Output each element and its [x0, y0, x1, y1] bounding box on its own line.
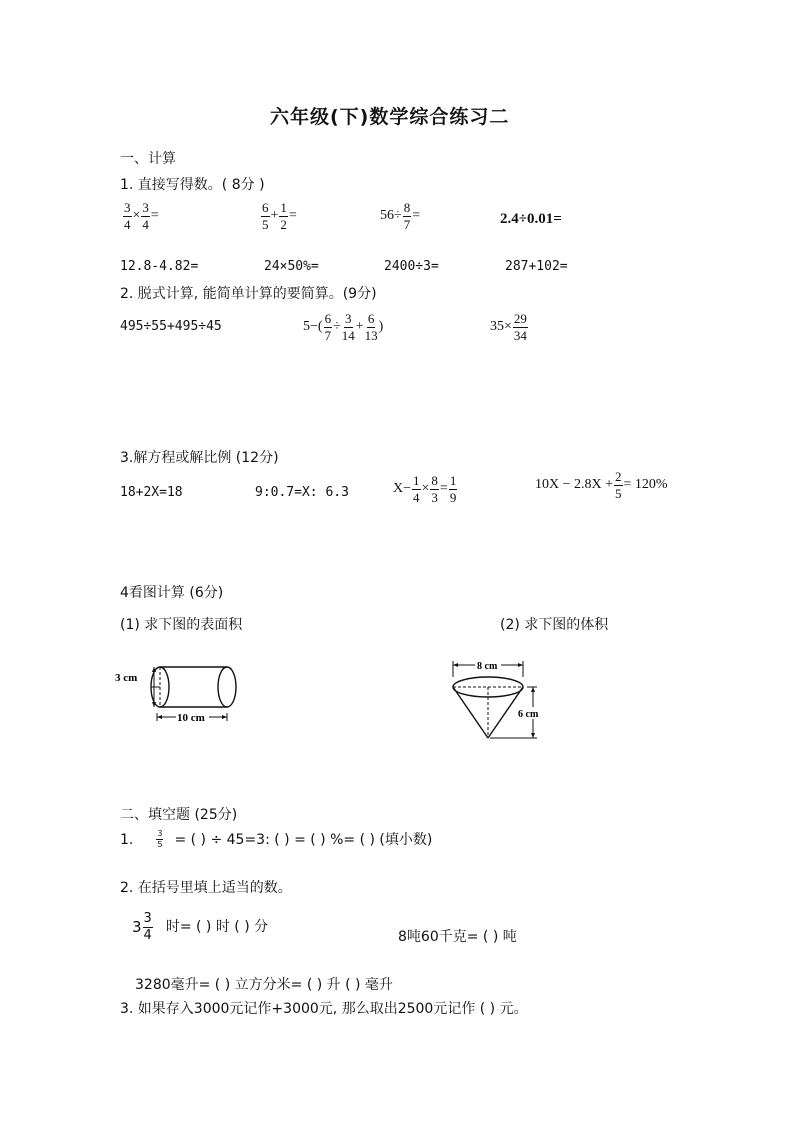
- fraction: $\frac{3}{4}$: [142, 200, 149, 232]
- fraction: $\frac{29}{34}$: [513, 311, 527, 343]
- expression-prefix: X−: [393, 481, 412, 497]
- fraction: $\frac{2}{5}$: [615, 469, 622, 501]
- q2-expression-2: [303, 312, 383, 342]
- cylinder-height-label: 3 cm: [115, 672, 138, 684]
- q4-label: 4看图计算 (6分): [120, 585, 224, 601]
- q1-item-4: 2.4÷0.01=: [500, 211, 562, 227]
- fraction: $\frac{8}{3}$: [431, 473, 438, 505]
- expression-prefix: 10X − 2.8X +: [535, 477, 614, 493]
- expression-suffix: ): [378, 319, 384, 335]
- cylinder-length-label: 10 cm: [177, 712, 205, 724]
- expression-prefix: 56÷: [380, 208, 402, 224]
- fraction: $\frac{1}{2}$: [280, 200, 287, 232]
- fill-q2-label: 2. 在括号里填上适当的数。: [120, 880, 292, 896]
- q1-row2-item-3: 2400÷3=: [384, 259, 439, 274]
- equals: =: [412, 208, 421, 224]
- fraction: $\frac{1}{9}$: [449, 473, 457, 505]
- fill-q1-text: = ( ) ÷ 45=3: ( ) = ( ) %= ( ) (填小数): [174, 831, 433, 848]
- operator: ÷: [333, 319, 341, 335]
- equals: =: [150, 208, 159, 224]
- q1-row2-item-1: 12.8-4.82=: [120, 259, 199, 274]
- q4-sub1: (1) 求下图的表面积: [120, 617, 243, 633]
- fraction: $\frac{6}{13}$: [364, 311, 378, 343]
- q2-label: 2. 脱式计算, 能简单计算的要简算。(9分): [120, 286, 377, 302]
- q4-sub2: (2) 求下图的体积: [500, 617, 609, 633]
- fill-q1: [120, 830, 432, 850]
- expression-prefix: 5−(: [303, 319, 323, 335]
- q2-expression-1: 495÷55+495÷45: [120, 319, 222, 334]
- fraction: $\frac{3}{4}$: [124, 200, 131, 232]
- cone-figure: [445, 655, 550, 745]
- fill-q3: 3. 如果存入3000元记作+3000元, 那么取出2500元记作 ( ) 元。: [120, 1001, 528, 1017]
- mixed-number-whole: 3: [132, 917, 142, 936]
- q1-label: 1. 直接写得数。( 8分 ): [120, 177, 265, 193]
- section-heading-calc: 一、计算: [120, 151, 176, 167]
- q3-equation-4: [535, 470, 668, 500]
- fill-q2-a: [132, 912, 268, 942]
- section-heading-fill: 二、填空题 (25分): [120, 807, 238, 823]
- fraction: $\frac{6}{7}$: [324, 311, 332, 343]
- fraction: $\frac{3}{14}$: [341, 311, 355, 343]
- q1-row2-item-2: 24×50%=: [264, 259, 319, 274]
- fraction: $\frac{1}{4}$: [413, 473, 420, 505]
- q2-expression-3: [490, 312, 529, 342]
- expression-prefix: 35×: [490, 319, 512, 335]
- fraction: $\frac{8}{7}$: [403, 200, 411, 232]
- fraction: $\frac{6}{5}$: [262, 200, 269, 232]
- equals: =: [439, 481, 448, 497]
- operator: ×: [421, 481, 430, 497]
- q3-label: 3.解方程或解比例 (12分): [120, 450, 279, 466]
- q3-equation-2: 9:0.7=X: 6.3: [255, 485, 349, 500]
- fill-q2-a-text: 时= ( ) 时 ( ) 分: [165, 919, 269, 936]
- q1-item-1: [122, 201, 159, 231]
- fraction: $\frac{3}{4}$: [143, 911, 152, 943]
- cone-height-label: 6 cm: [518, 709, 539, 720]
- operator: +: [355, 319, 364, 335]
- q1-row2-item-4: 287+102=: [505, 259, 568, 274]
- cylinder-figure: [110, 655, 250, 735]
- q1-item-2: [260, 201, 297, 231]
- cone-top-label: 8 cm: [477, 661, 498, 672]
- question-number: 1.: [120, 831, 134, 848]
- fill-q2-c: 3280毫升= ( ) 立方分米= ( ) 升 ( ) 毫升: [135, 977, 393, 993]
- fraction: $\frac{3}{5}$: [157, 829, 163, 850]
- q3-equation-1: 18+2X=18: [120, 485, 183, 500]
- operator: +: [270, 208, 279, 224]
- q3-equation-3: [393, 474, 458, 504]
- expression-suffix: = 120%: [623, 477, 668, 493]
- page-title: 六年级(下)数学综合练习二: [270, 106, 510, 128]
- equals: =: [288, 208, 297, 224]
- fill-q2-b: 8吨60千克= ( ) 吨: [398, 929, 517, 945]
- q1-item-3: [380, 201, 420, 231]
- operator: ×: [132, 208, 141, 224]
